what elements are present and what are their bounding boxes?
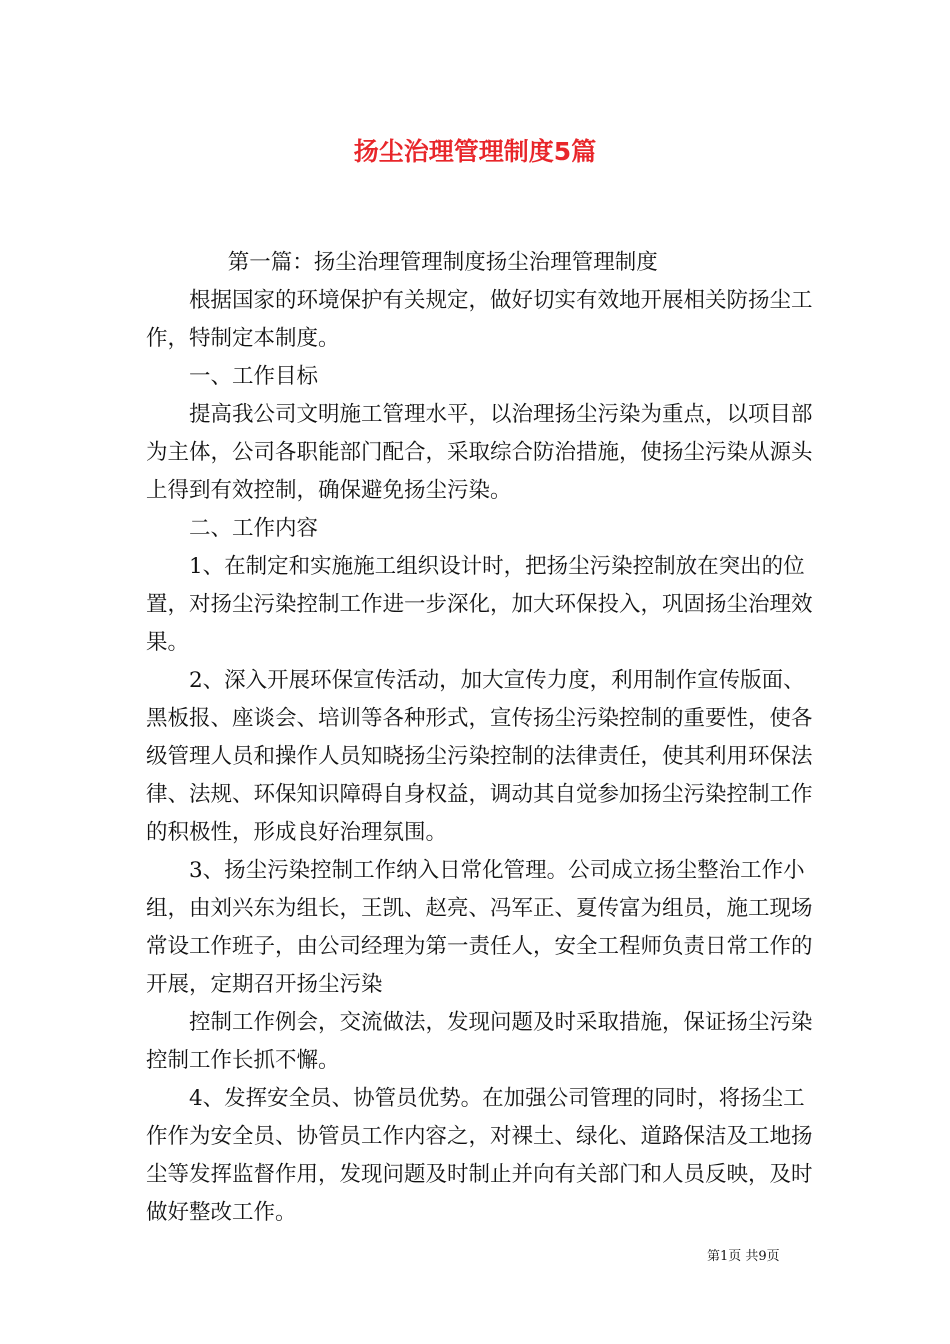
section-heading: 第一篇：扬尘治理管理制度扬尘治理管理制度: [227, 250, 658, 275]
page-number: 第1页 共9页: [707, 1249, 780, 1264]
paragraph: 提高我公司文明施工管理水平，以治理扬尘污染为重点，以项目部为主体，公司各职能部门配合，采取综合防治措施，使扬尘污染从源头上得到有效控制，确保避免扬尘污染。: [146, 402, 813, 503]
paragraph: 3、扬尘污染控制工作纳入日常化管理。公司成立扬尘整治工作小组，由刘兴东为组长，王凯、赵亮、冯军正、夏传富为组员，施工现场常设工作班子，由公司经理为第一责任人，安全工程师负责日常工作的开展，定期召开扬尘污染: [146, 858, 813, 997]
paragraph: 控制工作例会，交流做法，发现问题及时采取措施，保证扬尘污染控制工作长抓不懈。: [146, 1010, 813, 1073]
heading-goals: 一、工作目标: [189, 364, 319, 389]
document-body: [146, 244, 814, 1232]
heading-content: 二、工作内容: [189, 516, 319, 541]
document-title: 扬尘治理管理制度5篇: [353, 137, 597, 166]
paragraph: 4、发挥安全员、协管员优势。在加强公司管理的同时，将扬尘工作作为安全员、协管员工作内容之，对裸土、绿化、道路保洁及工地扬尘等发挥监督作用，发现问题及时制止并向有关部门和人员反映，及时做好整改工作。: [146, 1086, 813, 1225]
paragraph: 1、在制定和实施施工组织设计时，把扬尘污染控制放在突出的位置，对扬尘污染控制工作进一步深化，加大环保投入，巩固扬尘治理效果。: [146, 554, 813, 655]
paragraph: 根据国家的环境保护有关规定，做好切实有效地开展相关防扬尘工作，特制定本制度。: [146, 288, 813, 351]
paragraph: 2、深入开展环保宣传活动，加大宣传力度，利用制作宣传版面、黑板报、座谈会、培训等各种形式，宣传扬尘污染控制的重要性，使各级管理人员和操作人员知晓扬尘污染控制的法律责任，使其利用环保法律、法规、环保知识障碍自身权益，调动其自觉参加扬尘污染控制工作的积极性，形成良好治理氛围。: [146, 668, 813, 845]
